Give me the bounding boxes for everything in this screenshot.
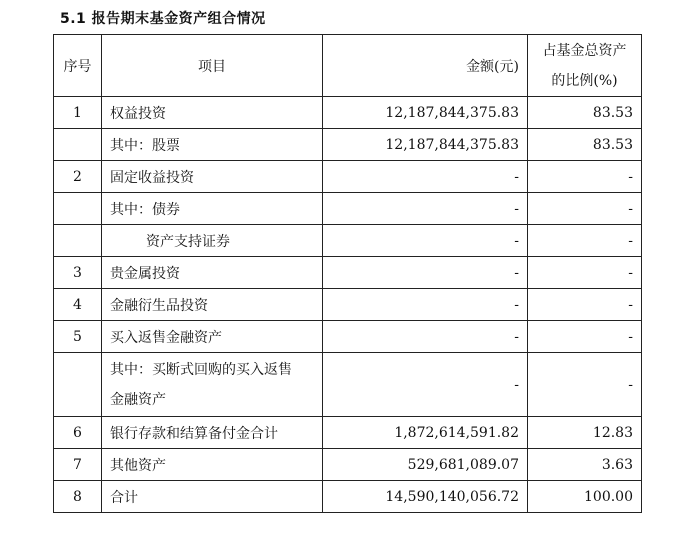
row-pct: -: [528, 353, 642, 417]
header-pct-line2: 的比例(%): [551, 72, 618, 89]
table-row: [54, 417, 642, 449]
table-row: [54, 353, 642, 417]
table-row: [54, 97, 642, 129]
row-idx: 2: [54, 161, 102, 193]
table-row: [54, 481, 642, 513]
header-item: 项目: [102, 35, 323, 97]
row-pct: -: [528, 321, 642, 353]
row-pct: 100.00: [528, 481, 642, 513]
row-amount: 12,187,844,375.83: [323, 97, 528, 129]
row-pct: -: [528, 193, 642, 225]
row-idx: [54, 193, 102, 225]
table-row: [54, 225, 642, 257]
row-item: 银行存款和结算备付金合计: [102, 417, 323, 449]
row-amount: -: [323, 193, 528, 225]
row-pct: -: [528, 225, 642, 257]
row-amount: -: [323, 353, 528, 417]
table-row: [54, 161, 642, 193]
table-header-row: [54, 35, 642, 97]
row-pct: 83.53: [528, 97, 642, 129]
row-item-line2: 金融资产: [110, 391, 166, 408]
row-idx: 8: [54, 481, 102, 513]
row-item: 金融衍生品投资: [102, 289, 323, 321]
row-amount: -: [323, 321, 528, 353]
row-item: 资产支持证券: [102, 225, 323, 257]
table-row: [54, 289, 642, 321]
row-item: 买入返售金融资产: [102, 321, 323, 353]
table-row: [54, 129, 642, 161]
table-row: [54, 321, 642, 353]
row-item: 固定收益投资: [102, 161, 323, 193]
table-row: [54, 257, 642, 289]
row-idx: 4: [54, 289, 102, 321]
row-item: 其他资产: [102, 449, 323, 481]
row-pct: 12.83: [528, 417, 642, 449]
row-pct: -: [528, 257, 642, 289]
row-amount: -: [323, 225, 528, 257]
row-pct: -: [528, 161, 642, 193]
row-pct: 3.63: [528, 449, 642, 481]
row-amount: 14,590,140,056.72: [323, 481, 528, 513]
header-idx: 序号: [54, 35, 102, 97]
asset-portfolio-table: [53, 34, 642, 513]
row-item: 其中：股票: [102, 129, 323, 161]
table-row: [54, 449, 642, 481]
row-amount: 12,187,844,375.83: [323, 129, 528, 161]
row-idx: 3: [54, 257, 102, 289]
row-pct: 83.53: [528, 129, 642, 161]
row-idx: [54, 129, 102, 161]
row-amount: 1,872,614,591.82: [323, 417, 528, 449]
row-amount: -: [323, 257, 528, 289]
row-idx: 7: [54, 449, 102, 481]
row-idx: [54, 353, 102, 417]
header-pct: [528, 35, 642, 97]
row-item: 其中：债券: [102, 193, 323, 225]
row-item: 贵金属投资: [102, 257, 323, 289]
row-pct: -: [528, 289, 642, 321]
row-idx: 1: [54, 97, 102, 129]
header-amount: 金额(元): [323, 35, 528, 97]
row-item: 权益投资: [102, 97, 323, 129]
row-item-line1: 其中：买断式回购的买入返售: [110, 361, 292, 378]
row-item: 合计: [102, 481, 323, 513]
row-amount: -: [323, 161, 528, 193]
row-idx: 5: [54, 321, 102, 353]
table-row: [54, 193, 642, 225]
row-idx: [54, 225, 102, 257]
row-amount: -: [323, 289, 528, 321]
row-idx: 6: [54, 417, 102, 449]
header-pct-line1: 占基金总资产: [542, 42, 627, 59]
section-title: 5.1 报告期末基金资产组合情况: [60, 11, 266, 27]
row-amount: 529,681,089.07: [323, 449, 528, 481]
row-item: [102, 353, 323, 417]
